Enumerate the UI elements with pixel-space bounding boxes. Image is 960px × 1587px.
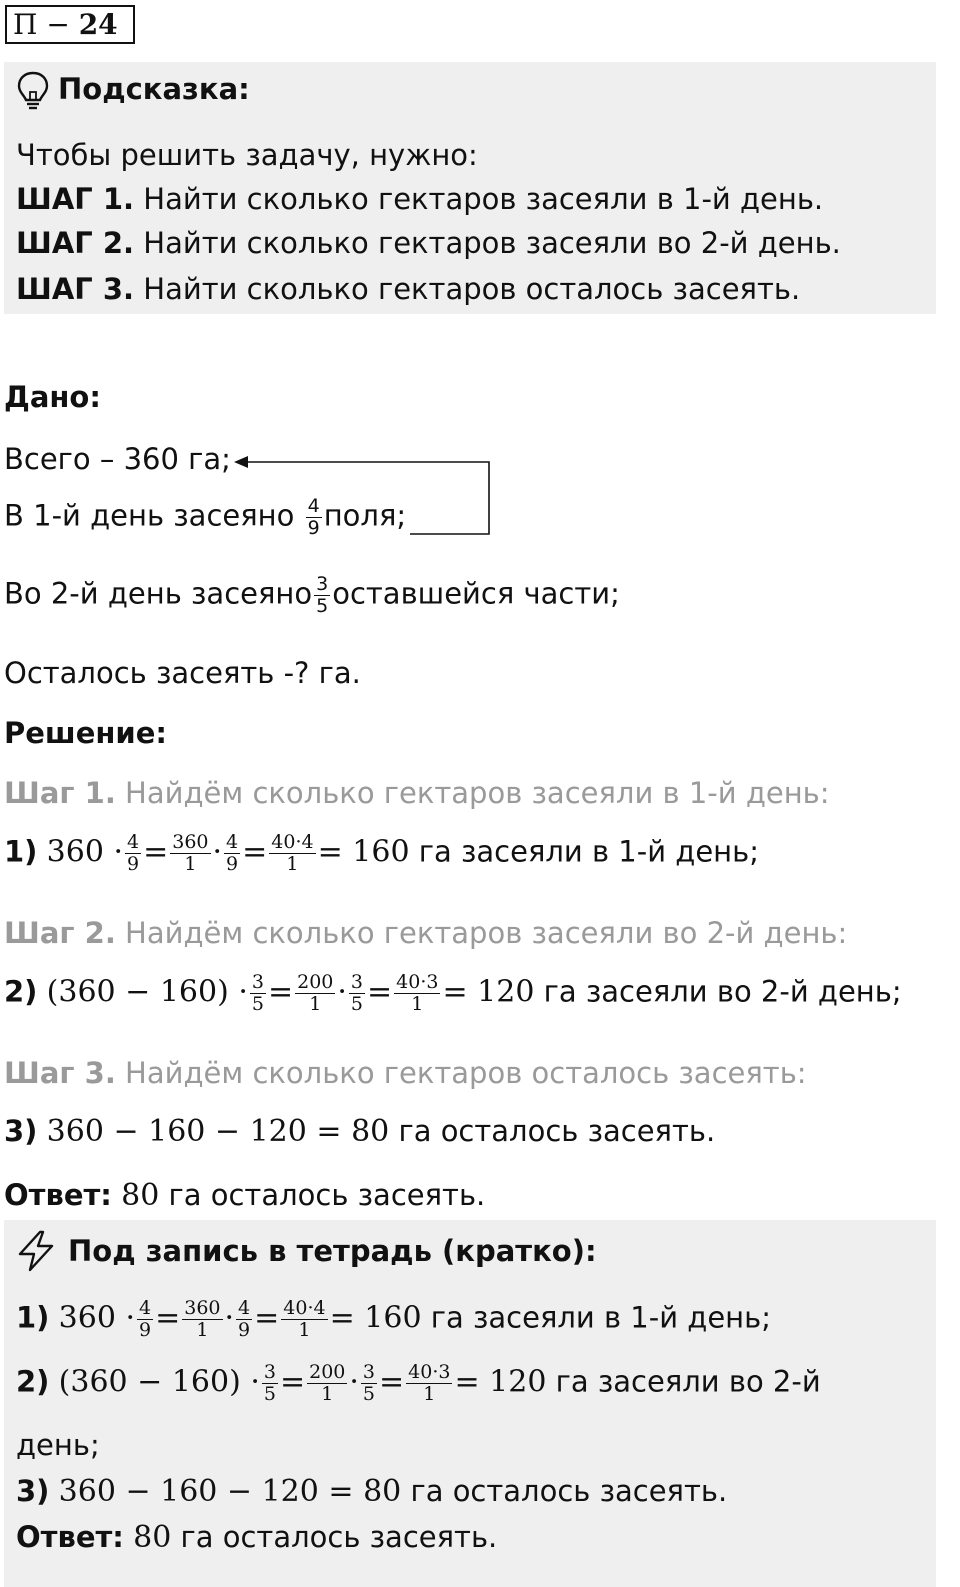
fraction: $\frac{3}{5}$ [263, 1361, 276, 1405]
step-2-heading: Шаг 2. Найдём сколько гектаров засеяли во 2-й день: [4, 916, 848, 950]
given-day2: Во 2-й день засеяно $\frac{3}{5}$ оставшейся части; [4, 573, 620, 617]
given-day1: В 1-й день засеяно $\frac{4}{9}$ поля; [4, 495, 407, 539]
notebook-equation-2: 2) (360 − 160) · $\frac{3}{5}$ = $\frac{200}{1}$ · $\frac{3}{5}$ = $\frac{40\cdot 3}{1}$ = 120 га засеяли во 2-й [16, 1361, 821, 1405]
fraction: $\frac{3}{5}$ [350, 971, 364, 1015]
fraction: $\frac{40\cdot 4}{1}$ [271, 831, 314, 875]
equation-3: 3) 360 − 160 − 120 = 80 га осталось засеять. [4, 1114, 716, 1149]
fraction: $\frac{40\cdot 3}{1}$ [396, 971, 439, 1015]
step-1-heading: Шаг 1. Найдём сколько гектаров засеяли в 1-й день: [4, 776, 830, 810]
notebook-equation-2-wrap: день; [16, 1428, 100, 1462]
hint-step-2: ШАГ 2. Найти сколько гектаров засеяли во 2-й день. [16, 226, 841, 260]
solution-title: Решение: [4, 716, 168, 750]
hint-step-3: ШАГ 3. Найти сколько гектаров осталось засеять. [16, 272, 801, 306]
notebook-answer: Ответ: 80 га осталось засеять. [16, 1520, 498, 1555]
fraction: $\frac{3}{5}$ [362, 1361, 376, 1405]
answer: Ответ: 80 га осталось засеять. [4, 1178, 486, 1213]
hint-step-1: ШАГ 1. Найти сколько гектаров засеяли в 1-й день. [16, 182, 824, 216]
fraction: $\frac{4}{9}$ [307, 495, 320, 539]
fraction: $\frac{360}{1}$ [172, 831, 209, 875]
fraction: $\frac{360}{1}$ [184, 1297, 221, 1341]
fraction: $\frac{200}{1}$ [297, 971, 334, 1015]
fraction: $\frac{40\cdot 3}{1}$ [408, 1361, 451, 1405]
fraction: $\frac{4}{9}$ [226, 831, 239, 875]
hint-title: Подсказка: [58, 72, 250, 106]
fraction: $\frac{4}{9}$ [238, 1297, 251, 1341]
fraction: $\frac{3}{5}$ [251, 971, 264, 1015]
notebook-title: Под запись в тетрадь (кратко): [68, 1234, 597, 1268]
given-total: Всего – 360 га; [4, 442, 231, 476]
fraction: $\frac{40\cdot 4}{1}$ [283, 1297, 326, 1341]
lightning-icon [16, 1230, 56, 1276]
hint-intro: Чтобы решить задачу, нужно: [16, 138, 478, 172]
given-remaining: Осталось засеять -? га. [4, 656, 361, 690]
connector-arrow [230, 450, 500, 545]
fraction: $\frac{4}{9}$ [139, 1297, 152, 1341]
equation-2: 2) (360 − 160) · $\frac{3}{5}$ = $\frac{200}{1}$ · $\frac{3}{5}$ = $\frac{40\cdot 3}{1}$ = 120 га засеяли во 2-й день; [4, 971, 902, 1015]
notebook-equation-3: 3) 360 − 160 − 120 = 80 га осталось засеять. [16, 1474, 728, 1509]
problem-label: П − 24 [5, 5, 135, 44]
step-3-heading: Шаг 3. Найдём сколько гектаров осталось засеять: [4, 1056, 807, 1090]
fraction: $\frac{3}{5}$ [316, 573, 329, 617]
given-title: Дано: [4, 380, 101, 414]
fraction: $\frac{4}{9}$ [127, 831, 140, 875]
equation-1: 1) 360 · $\frac{4}{9}$ = $\frac{360}{1}$ · $\frac{4}{9}$ = $\frac{40\cdot 4}{1}$ = 160 га засеяли в 1-й день; [4, 831, 760, 875]
fraction: $\frac{200}{1}$ [309, 1361, 346, 1405]
lightbulb-icon [16, 70, 50, 114]
notebook-equation-1: 1) 360 · $\frac{4}{9}$ = $\frac{360}{1}$ · $\frac{4}{9}$ = $\frac{40\cdot 4}{1}$ = 160 га засеяли в 1-й день; [16, 1297, 772, 1341]
